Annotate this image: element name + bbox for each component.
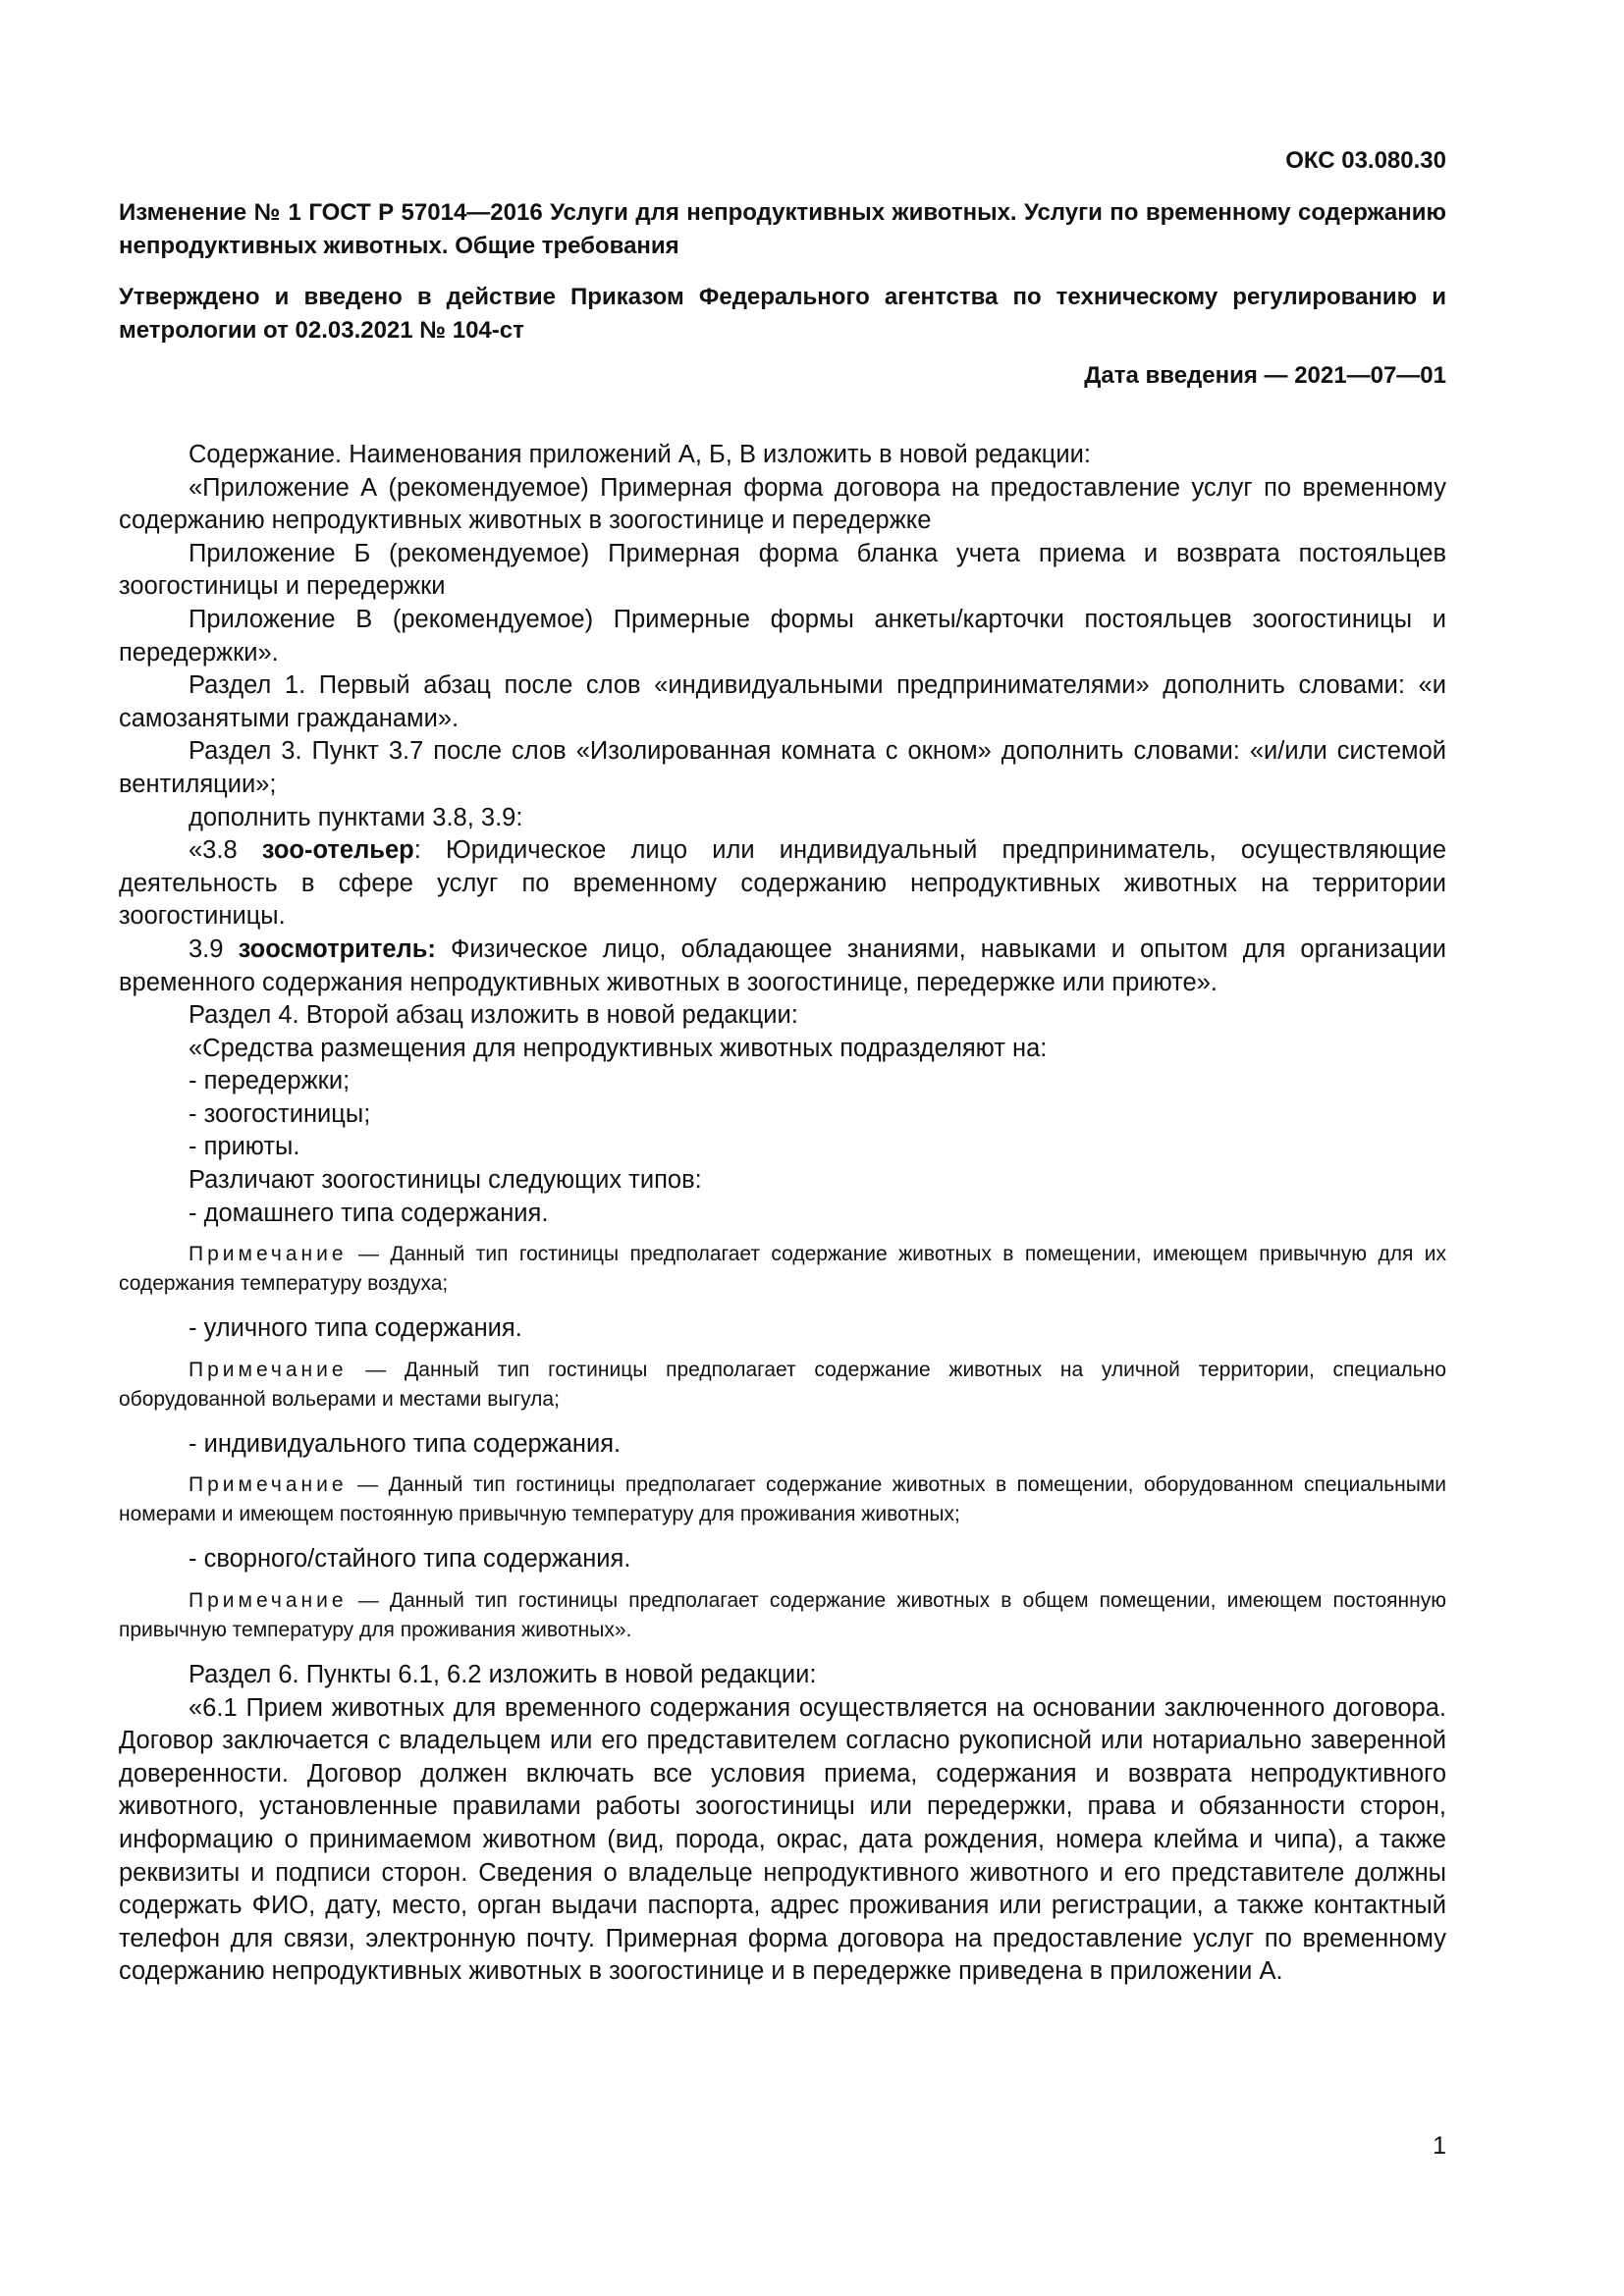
note-label: Примечание [189, 1473, 348, 1497]
note-label: Примечание [189, 1589, 348, 1613]
list-item: - индивидуального типа содержания. [189, 1429, 622, 1458]
list-item: - сворного/стайного типа содержания. [189, 1545, 631, 1574]
oks-code: ОКС 03.080.30 [1285, 147, 1446, 174]
approval-statement: Утверждено и введено в действие Приказом Федерального агентства по техническому регулированию и метрологии от 02.03.2021 № 104-ст [119, 284, 1446, 344]
paragraph: Раздел 4. Второй абзац изложить в новой редакции: [189, 1001, 798, 1030]
list-item: - приюты. [189, 1133, 300, 1161]
note [119, 1356, 1446, 1415]
paragraph: «Средства размещения для непродуктивных животных подразделяют на: [189, 1034, 1048, 1062]
paragraph: Раздел 1. Первый абзац после слов «индивидуальными предпринимателями» дополнить словами: «и самозанятыми гражданами». [119, 671, 1446, 732]
paragraph: Раздел 3. Пункт 3.7 после слов «Изолированная комната с окном» дополнить словами: «и/или системой вентиляции»; [119, 737, 1446, 798]
paragraph: дополнить пунктами 3.8, 3.9: [189, 803, 523, 831]
note-text: — Данный тип гостиницы предполагает содержание животных в помещении, имеющем привычную для их содержания температуру воздуха; [119, 1243, 1446, 1296]
note-text: — Данный тип гостиницы предполагает содержание животных на уличной территории, специально оборудованной вольерами и местами выгула; [119, 1358, 1446, 1411]
paragraph: Приложение В (рекомендуемое) Примерные формы анкеты/карточки постояльцев зоогостиницы и передержки». [119, 605, 1446, 667]
paragraph: «Приложение А (рекомендуемое) Примерная форма договора на предоставление услуг по временному содержанию непродуктивных животных в зоогостинице и передержке [119, 473, 1446, 535]
document-page [119, 0, 1446, 2296]
definition-3-8 [119, 834, 1446, 934]
list-item: - уличного типа содержания. [189, 1314, 522, 1343]
effective-date: Дата введения — 2021—07—01 [1084, 362, 1446, 389]
term: зоо-отельер [261, 836, 414, 865]
paragraph: «6.1 Прием животных для временного содержания осуществляется на основании заключенного договора. Договор заключается с владельцем или его представителем согласно рукописной или нотариально заверенной доверенности. Договор должен включать все условия приема, содержания и возврата непродуктивного животного, установленные правилами работы зоогостиницы или передержки, права и обязанности сторон, информацию о принимаемом животном (вид, порода, окрас, дата рождения, номера клейма и чипа), а также реквизиты и подписи сторон. Сведения о владельце непродуктивного животного и его представителе должны содержать ФИО, дату, место, орган выдачи паспорта, адрес проживания или регистрации, а также контактный телефон для связи, электронную почту. Примерная форма договора на предоставление услуг по временному содержанию непродуктивных животных в зоогостинице и в передержке приведена в приложении А. [119, 1693, 1446, 1986]
term: зоосмотритель: [238, 934, 436, 963]
note-label: Примечание [189, 1243, 348, 1266]
clause-number: 3.9 [189, 934, 239, 963]
note-label: Примечание [189, 1358, 348, 1381]
paragraph: Содержание. Наименования приложений А, Б, В изложить в новой редакции: [189, 441, 1091, 468]
list-item: - домашнего типа содержания. [189, 1199, 549, 1227]
definition-text: Физическое лицо, обладающее знаниями, навыками и опытом для организации временного содержания непродуктивных животных в зоогостинице, передержке или приюте». [119, 934, 1446, 996]
paragraph: Различают зоогостиницы следующих типов: [189, 1166, 702, 1195]
note [119, 1586, 1446, 1645]
clause-number: «3.8 [189, 836, 262, 865]
list-item: - зоогостиницы; [189, 1099, 371, 1128]
paragraph: Приложение Б (рекомендуемое) Примерная форма бланка учета приема и возврата постояльцев зоогостиницы и передержки [119, 539, 1446, 601]
page-number: 1 [1433, 2132, 1446, 2160]
amendment-title: Изменение № 1 ГОСТ Р 57014—2016 Услуги для непродуктивных животных. Услуги по временному содержанию непродуктивных животных. Общие требования [119, 199, 1446, 259]
paragraph: Раздел 6. Пункты 6.1, 6.2 изложить в новой редакции: [189, 1661, 817, 1689]
document-body [119, 439, 1446, 1989]
list-item: - передержки; [189, 1067, 351, 1095]
note [119, 1240, 1446, 1299]
note-text: — Данный тип гостиницы предполагает содержание животных в общем помещении, имеющем постоянную привычную температуру для проживания животных». [119, 1589, 1446, 1642]
definition-text: : Юридическое лицо или индивидуальный предприниматель, осуществляющие деятельность в сфере услуг по временному содержанию непродуктивных животных на территории зоогостиницы. [119, 836, 1447, 931]
note [119, 1470, 1446, 1529]
note-text: — Данный тип гостиницы предполагает содержание животных в помещении, оборудованном специальными номерами и имеющем постоянную привычную температуру для проживания животных; [119, 1473, 1446, 1526]
definition-3-9 [119, 934, 1446, 999]
